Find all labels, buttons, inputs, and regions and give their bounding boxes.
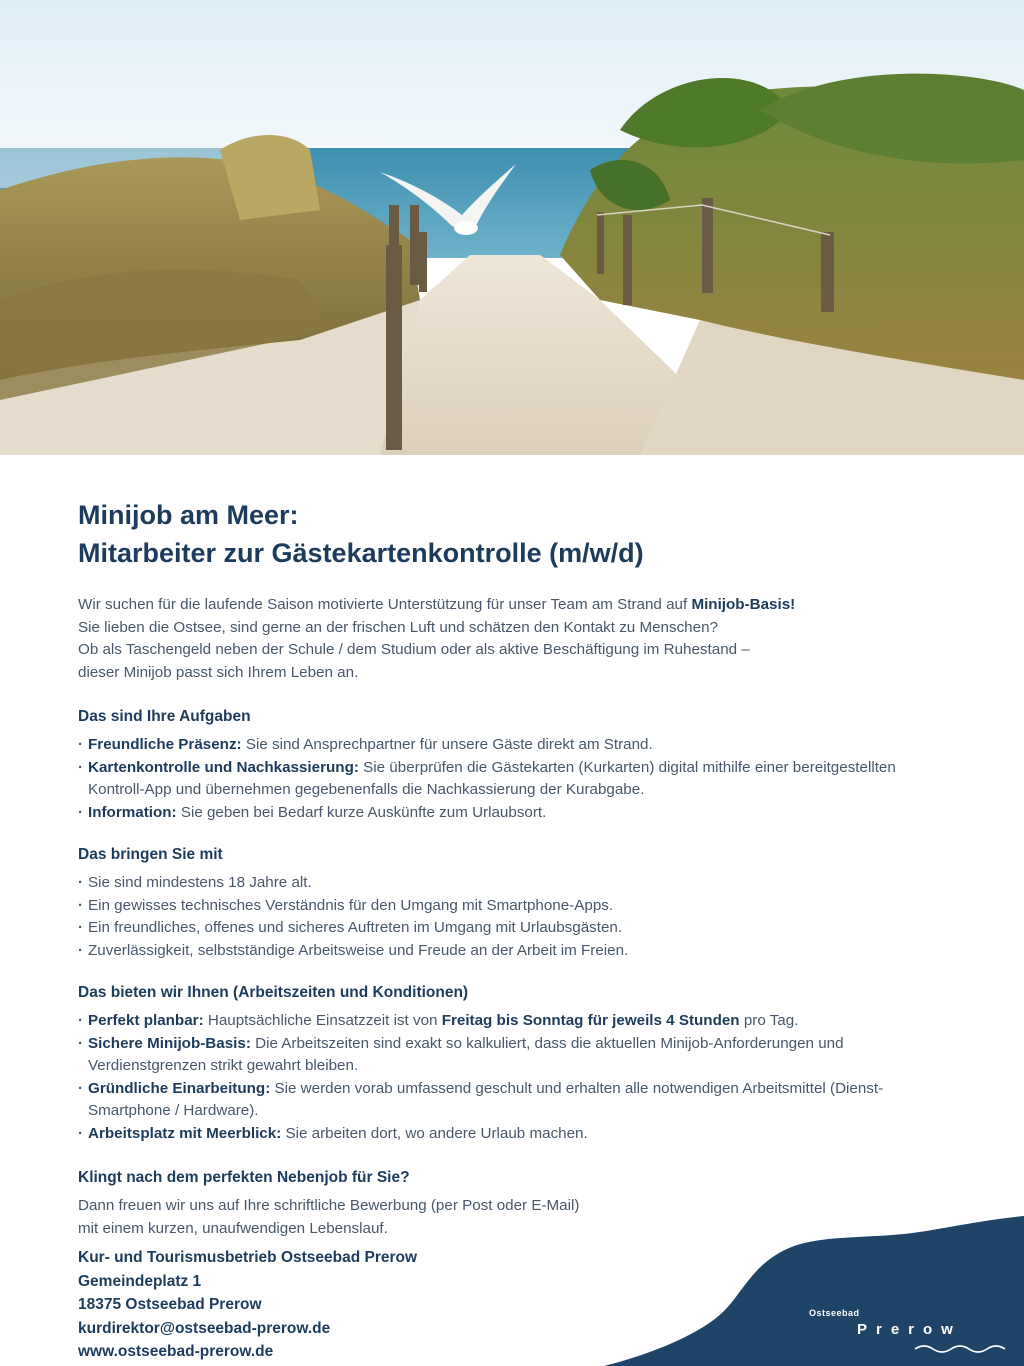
- title-line-1: Minijob am Meer:: [78, 500, 299, 530]
- list-item: [78, 734, 948, 757]
- closing-line-1: Dann freuen wir uns auf Ihre schriftliche Bewerbung (per Post oder E-Mail): [78, 1197, 580, 1214]
- list-item: [78, 1033, 948, 1078]
- page-title: [78, 496, 948, 572]
- offer-heading: Das bieten wir Ihnen (Arbeitszeiten und Konditionen): [78, 984, 469, 1001]
- contact-city: 18375 Ostseebad Prerow: [78, 1296, 262, 1313]
- contact-org: Kur- und Tourismusbetrieb Ostseebad Prerow: [78, 1249, 418, 1266]
- tasks-heading: Das sind Ihre Aufgaben: [78, 708, 251, 725]
- list-item: · Zuverlässigkeit, selbstständige Arbeitsweise und Freude an der Arbeit im Freien.: [78, 940, 948, 963]
- list-item-bold: Arbeitsplatz mit Meerblick:: [88, 1124, 282, 1142]
- requirements-list: [78, 872, 948, 962]
- list-item-text: Sie überprüfen die Gästekarten (Kurkarten) digital mithilfe einer bereitgestellten Kontroll-App und übernehmen gegebenenfalls die Nachkassierung der Kurabgabe.: [88, 758, 896, 798]
- intro-line-4: dieser Minijob passt sich Ihrem Leben an.: [78, 663, 359, 681]
- list-item-text: Sie werden vorab umfassend geschult und erhalten alle notwendigen Arbeitsmittel (Dienst-Smartphone / Hardware).: [88, 1079, 884, 1119]
- list-item-text: Sie sind Ansprechpartner für unsere Gäste direkt am Strand.: [241, 736, 653, 753]
- closing-heading: Klingt nach dem perfekten Nebenjob für Sie?: [78, 1169, 410, 1186]
- list-item-bold: Gründliche Einarbeitung:: [88, 1079, 271, 1097]
- tasks-list: [78, 734, 948, 824]
- list-item-bold: Sichere Minijob-Basis:: [88, 1034, 251, 1052]
- list-item-bold: Perfekt planbar:: [88, 1012, 204, 1029]
- list-item: [78, 1010, 948, 1033]
- intro-line-3: Ob als Taschengeld neben der Schule / dem Studium oder als aktive Beschäftigung im Ruhestand –: [78, 641, 750, 658]
- list-item-bold: Freundliche Präsenz:: [88, 736, 242, 753]
- list-item-bold: Kartenkontrolle und Nachkassierung:: [88, 758, 359, 776]
- requirements-heading: Das bringen Sie mit: [78, 846, 223, 863]
- offer-list: [78, 1010, 948, 1145]
- logo-text-prerow: Prerow: [857, 1321, 962, 1338]
- title-line-2: Mitarbeiter zur Gästekartenkontrolle (m/w/d): [78, 538, 644, 568]
- logo-wave-shape: [604, 1216, 1024, 1366]
- hero-beach-image: [0, 0, 1024, 455]
- list-item: · Ein gewisses technisches Verständnis für den Umgang mit Smartphone-Apps.: [78, 895, 948, 918]
- list-item-text: Sie geben bei Bedarf kurze Auskünfte zum Urlaubsort.: [176, 803, 547, 821]
- list-item-text: pro Tag.: [739, 1012, 799, 1029]
- list-item: · Ein freundliches, offenes und sicheres Auftreten im Umgang mit Urlaubsgästen.: [78, 917, 948, 940]
- intro-line-2: Sie lieben die Ostsee, sind gerne an der frischen Luft und schätzen den Kontakt zu Menschen?: [78, 618, 718, 636]
- list-item: [78, 1078, 948, 1123]
- list-item: [78, 802, 948, 825]
- intro-line-1: Wir suchen für die laufende Saison motivierte Unterstützung für unser Team am Strand auf: [78, 596, 692, 613]
- intro-paragraph: [78, 594, 948, 684]
- list-item-text: Hauptsächliche Einsatzzeit ist von: [203, 1012, 442, 1029]
- list-item-text: Die Arbeitszeiten sind exakt so kalkuliert, dass die aktuellen Minijob-Anforderungen und Verdienstgrenzen strikt gewahrt bleiben.: [88, 1034, 844, 1074]
- list-item: [78, 1123, 948, 1146]
- closing-line-2: mit einem kurzen, unaufwendigen Lebenslauf.: [78, 1219, 388, 1237]
- list-item-bold: Information:: [88, 803, 177, 821]
- logo-text-ostseebad: Ostseebad: [809, 1308, 860, 1318]
- list-item: [78, 757, 948, 802]
- intro-line-1-bold: Minijob-Basis!: [691, 596, 796, 613]
- contact-email-link[interactable]: kurdirektor@ostseebad-prerow.de: [78, 1319, 331, 1337]
- contact-street: Gemeindeplatz 1: [78, 1272, 202, 1290]
- list-item: · Sie sind mindestens 18 Jahre alt.: [78, 872, 948, 895]
- beach-dune-illustration: [0, 0, 1024, 455]
- contact-website-link[interactable]: www.ostseebad-prerow.de: [78, 1343, 274, 1360]
- list-item-bold: Freitag bis Sonntag für jeweils 4 Stunden: [441, 1012, 740, 1029]
- list-item-text: Sie arbeiten dort, wo andere Urlaub machen.: [281, 1124, 588, 1142]
